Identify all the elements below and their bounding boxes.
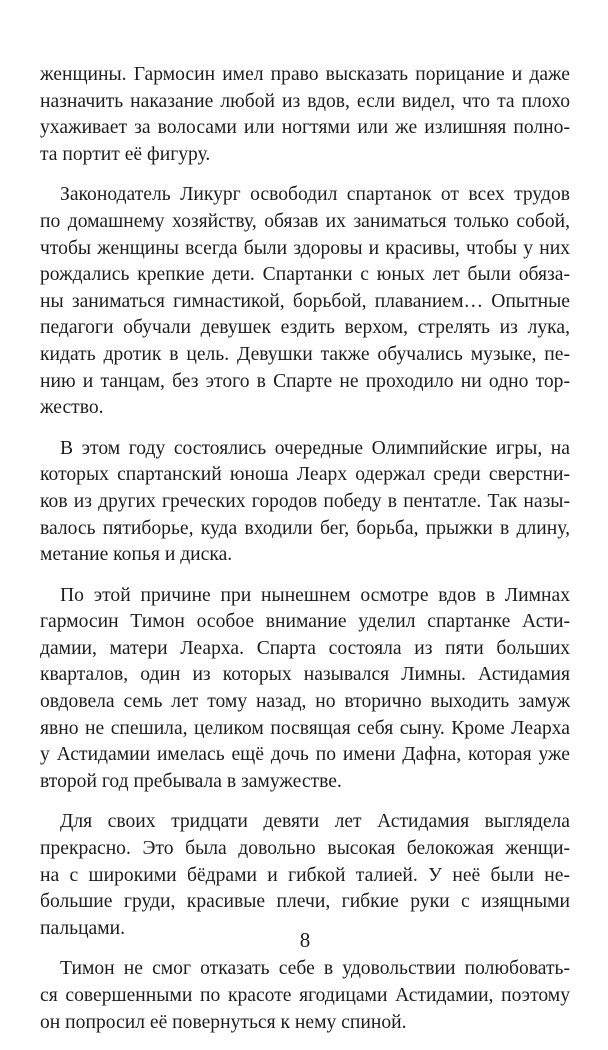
paragraph — [40, 583, 570, 796]
text-line: ухаживает за волосами или ногтями или же излишняя полно- — [40, 117, 570, 139]
page-number: 8 — [299, 928, 311, 952]
book-page — [40, 0, 570, 1033]
text-line: овдовела семь лет тому назад, но вторично выходить замуж — [40, 691, 570, 713]
text-line: большие груди, красивые плечи, гибкие руки с изящными — [40, 891, 570, 913]
text-line: жество. — [40, 397, 104, 419]
paragraph — [40, 809, 570, 942]
paragraph — [40, 436, 570, 569]
text-line: которых спартанский юноша Леарх одержал среди сверстни- — [40, 464, 570, 486]
text-line: назначить наказание любой из вдов, если видел, что та плохо — [40, 90, 570, 112]
text-line: пальцами. — [40, 917, 126, 939]
text-line: у Астидамии имелась ещё дочь по имени Дафна, которая уже — [40, 744, 570, 766]
text-line: ков из других греческих городов победу в пентатле. Так назы- — [40, 490, 570, 512]
text-line: педагоги обучали девушек ездить верхом, стрелять из лука, — [40, 317, 570, 339]
text-line: валось пятиборье, куда входили бег, борьба, прыжки в длину, — [40, 517, 570, 539]
text-line: По этой причине при нынешнем осмотре вдов в Лимнах — [60, 584, 570, 606]
text-line: ся совершенными по красоте ягодицами Астидамии, поэтому — [40, 985, 570, 1006]
text-line: рождались крепкие дети. Спартанки с юных лет были обяза- — [40, 264, 570, 286]
text-line: явно не спешила, целиком посвящая себя сыну. Кроме Леарха — [40, 717, 570, 739]
text-line: прекрасно. Это была довольно высокая белокожая женщи- — [40, 838, 570, 860]
text-line: нию и танцам, без этого в Спарте не проходило ни одно тор- — [40, 370, 570, 392]
text-line: женщины. Гармосин имел право высказать порицание и даже — [40, 64, 570, 85]
text-line: та портит её фигуру. — [40, 143, 211, 165]
paragraph — [40, 62, 570, 168]
text-line: ны заниматься гимнастикой, борьбой, плаванием… Опытные — [40, 290, 570, 312]
text-line: Тимон не смог отказать себе в удовольствии полюбовать- — [60, 958, 570, 980]
text-line: Законодатель Ликург освободил спартанок от всех трудов — [60, 184, 570, 206]
text-line: кварталов, один из которых назывался Лимны. Астидамия — [40, 664, 570, 686]
text-line: кидать дротик в цель. Девушки также обучались музыке, пе- — [40, 343, 570, 365]
paragraph — [40, 182, 570, 421]
text-line: по домашнему хозяйству, обязав их заниматься только собой, — [40, 210, 570, 232]
text-line: второй год пребывала в замужестве. — [40, 770, 342, 792]
text-line: В этом году состоялись очередные Олимпийские игры, на — [60, 437, 570, 459]
text-line: метание копья и диска. — [40, 544, 233, 566]
text-line: он попросил её повернуться к нему спиной. — [40, 1011, 407, 1033]
paragraph — [40, 956, 570, 1036]
text-line: на с широкими бёдрами и гибкой талией. У неё были не- — [40, 864, 570, 886]
text-line: дамии, матери Леарха. Спарта состояла из пяти больших — [40, 637, 570, 659]
body-text — [40, 62, 570, 1050]
text-line: гармосин Тимон особое внимание уделил спартанке Асти- — [40, 611, 570, 633]
text-line: Для своих тридцати девяти лет Астидамия выглядела — [60, 811, 570, 833]
text-line: чтобы женщины всегда были здоровы и красивы, чтобы у них — [40, 237, 570, 259]
